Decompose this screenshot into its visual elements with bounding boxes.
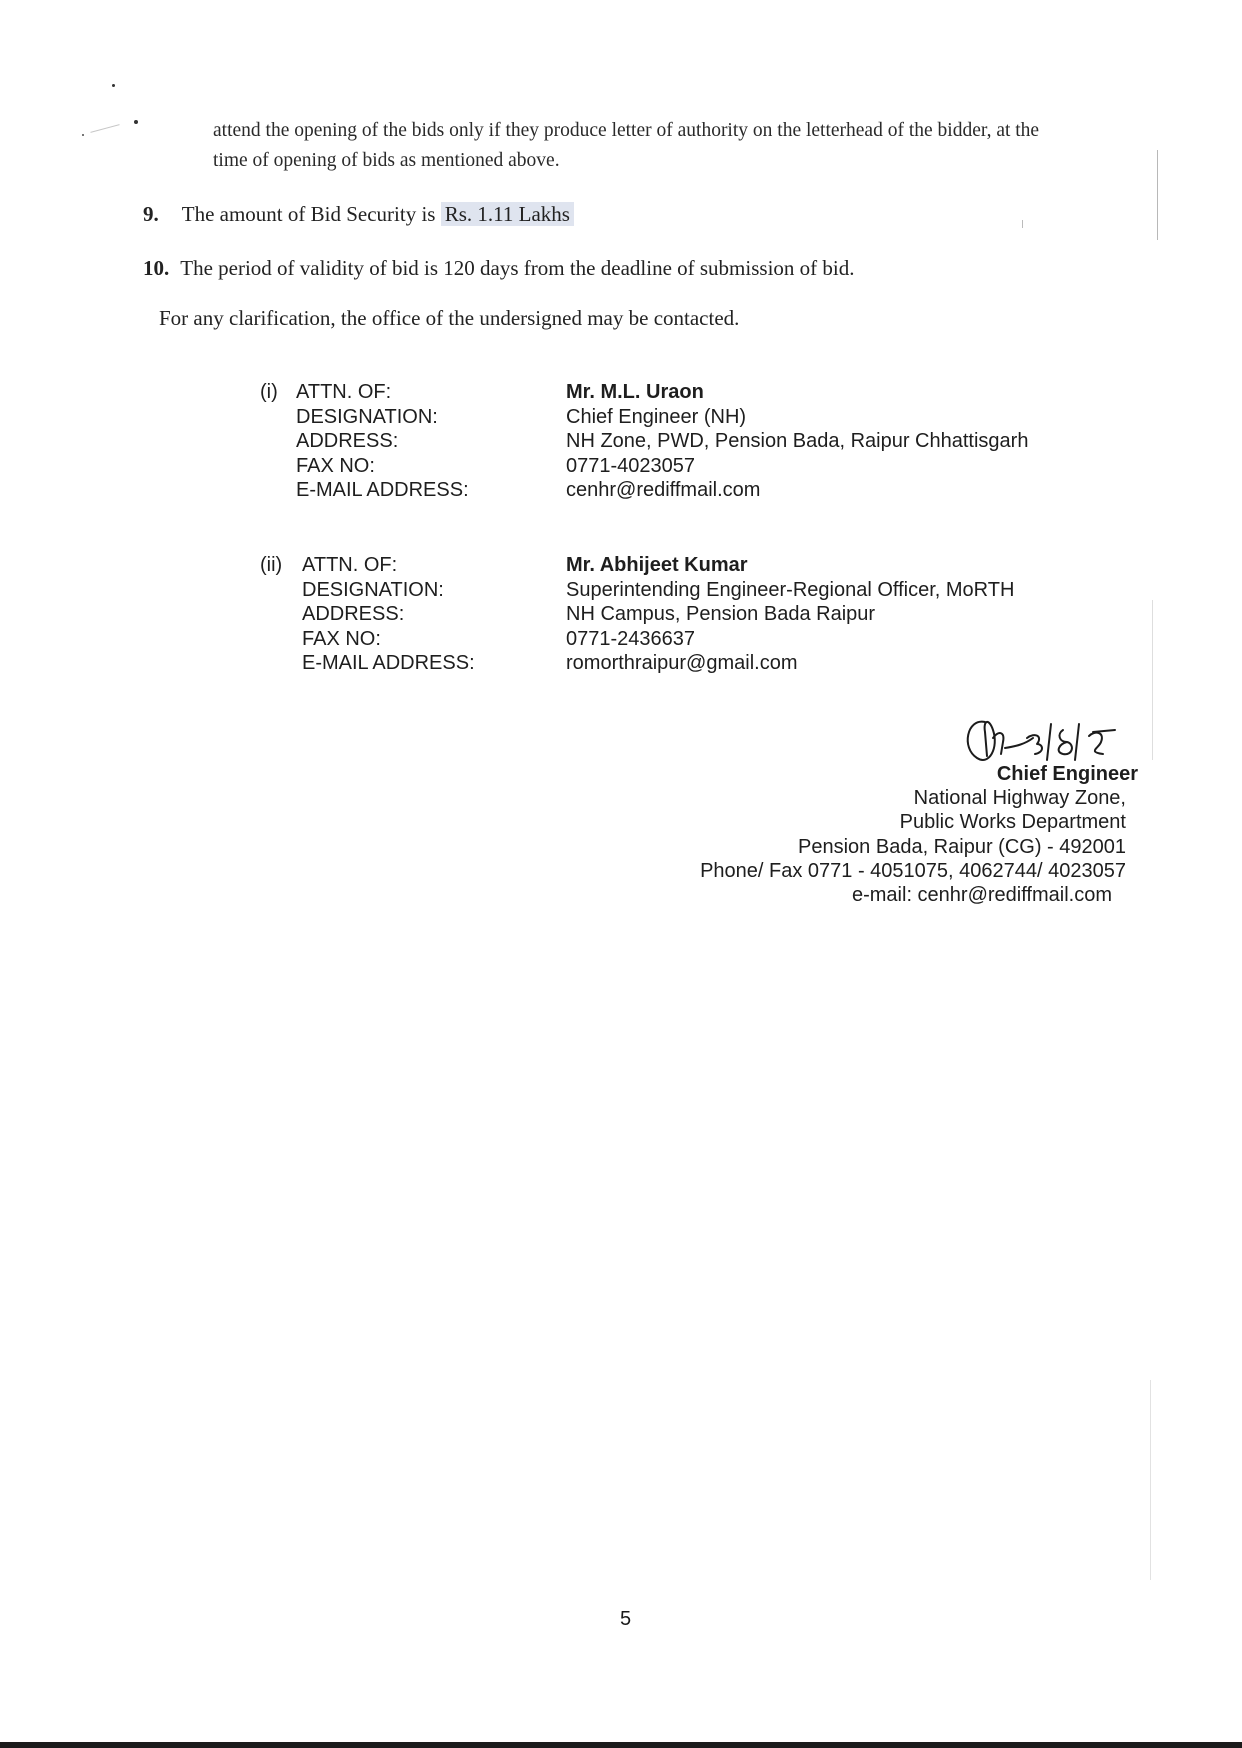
contact-name: Mr. Abhijeet Kumar xyxy=(566,554,748,576)
list-item-bid-security xyxy=(143,202,574,227)
continuation-line-1: attend the opening of the bids only if they produce letter of authority on the letterhead of the bidder, at the xyxy=(213,120,1040,141)
bid-security-amount: Rs. 1.11 Lakhs xyxy=(441,202,574,226)
contact-fax: 0771-4023057 xyxy=(566,454,696,477)
scan-bottom-edge xyxy=(0,1742,1242,1748)
email-label: E-MAIL ADDRESS: xyxy=(296,479,469,502)
signature-block xyxy=(700,762,1138,907)
item-text: The period of validity of bid is 120 days from the deadline of submission of bid. xyxy=(180,256,855,280)
signatory-phone-fax: Phone/ Fax 0771 - 4051075, 4062744/ 4023057 xyxy=(700,859,1126,882)
scan-speck xyxy=(112,84,115,87)
contact-index: (ii) xyxy=(260,554,283,576)
list-item-bid-validity xyxy=(143,256,854,281)
page-number: 5 xyxy=(620,1608,632,1630)
continuation-line-2: time of opening of bids as mentioned above. xyxy=(213,150,560,171)
scan-speck xyxy=(134,120,138,124)
contact-address: NH Zone, PWD, Pension Bada, Raipur Chhattisgarh xyxy=(566,430,1029,453)
contact-address: NH Campus, Pension Bada Raipur xyxy=(566,603,876,626)
scan-edge-line xyxy=(1152,600,1153,760)
signatory-office-line-2: Public Works Department xyxy=(899,811,1126,834)
fax-label: FAX NO: xyxy=(296,454,375,477)
contact-email: cenhr@rediffmail.com xyxy=(566,479,761,502)
contact-labels xyxy=(302,553,475,676)
contact-email: romorthraipur@gmail.com xyxy=(566,652,798,675)
contact-labels xyxy=(296,380,469,503)
designation-label: DESIGNATION: xyxy=(296,405,438,428)
address-label: ADDRESS: xyxy=(302,603,405,626)
fax-label: FAX NO: xyxy=(302,627,381,650)
contact-designation: Superintending Engineer-Regional Officer, MoRTH xyxy=(566,578,1015,601)
scan-speck xyxy=(82,134,84,136)
attn-label: ATTN. OF: xyxy=(302,554,398,576)
contact-designation: Chief Engineer (NH) xyxy=(566,405,747,428)
scan-edge-line xyxy=(1150,1380,1151,1580)
signatory-office-line-1: National Highway Zone, xyxy=(913,787,1126,810)
designation-label: DESIGNATION: xyxy=(302,578,444,601)
signatory-title: Chief Engineer xyxy=(996,763,1138,785)
contact-fax: 0771-2436637 xyxy=(566,627,696,650)
signatory-email: e-mail: cenhr@rediffmail.com xyxy=(851,884,1112,907)
scan-edge-line xyxy=(1157,150,1158,240)
email-label: E-MAIL ADDRESS: xyxy=(302,652,475,675)
address-label: ADDRESS: xyxy=(296,430,399,453)
scan-speck xyxy=(90,124,119,133)
attn-label: ATTN. OF: xyxy=(296,381,392,403)
item-number: 10. xyxy=(143,256,170,280)
item-number: 9. xyxy=(143,202,159,226)
contact-index: (i) xyxy=(260,381,278,403)
signatory-office-line-3: Pension Bada, Raipur (CG) - 492001 xyxy=(798,835,1126,858)
contact-values xyxy=(566,380,1028,503)
item-text: The amount of Bid Security is xyxy=(181,202,441,226)
contact-values xyxy=(566,553,1014,676)
contact-name: Mr. M.L. Uraon xyxy=(566,381,704,403)
scan-edge-line xyxy=(1022,220,1023,228)
clarification-text: For any clarification, the office of the undersigned may be contacted. xyxy=(159,306,740,330)
